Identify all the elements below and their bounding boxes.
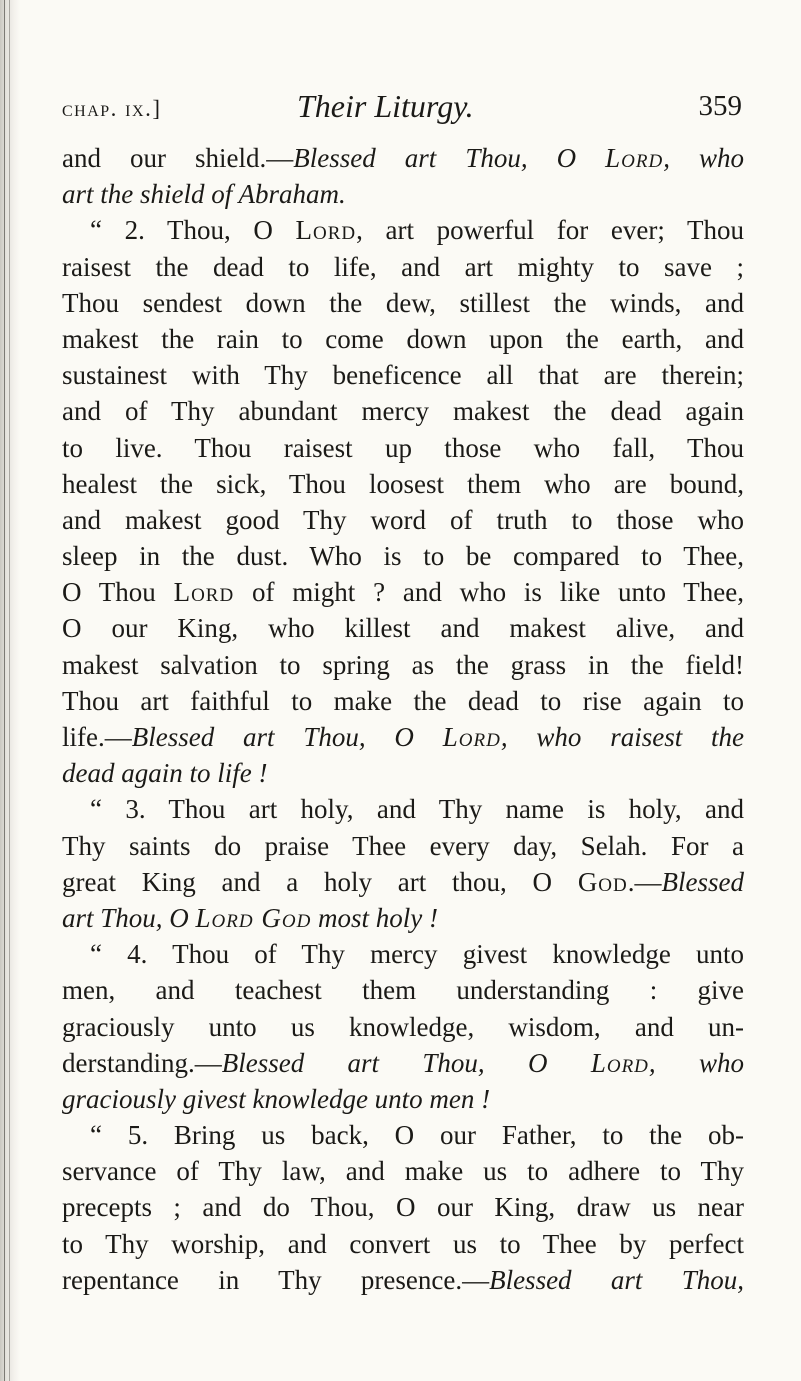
line-segment: repentance in Thy presence.— [62, 1264, 490, 1295]
text-line [62, 1153, 744, 1189]
line-segment: Blessed art Thou, O [131, 722, 443, 752]
text-line [62, 430, 744, 466]
line-segment: Lord [173, 577, 235, 608]
running-title: Their Liturgy. [297, 88, 474, 124]
text-line [62, 502, 744, 538]
line-segment: precepts ; and do Thou, O our King, draw us near [62, 1192, 744, 1223]
text-line [62, 1117, 744, 1153]
line-segment: art the shield of Abraham. [62, 179, 346, 210]
line-segment: Lord [590, 1047, 649, 1078]
text-line [62, 1262, 744, 1298]
line-segment: men, and teachest them understanding : give [62, 975, 744, 1006]
text-line [62, 791, 744, 827]
line-segment: , art powerful for ever; Thou [356, 215, 744, 246]
text-line [62, 1226, 744, 1262]
line-segment: graciously givest knowledge unto men ! [62, 1083, 491, 1114]
text-line [62, 610, 744, 646]
text-line [62, 828, 744, 864]
text-line [62, 1081, 744, 1117]
text-line [62, 285, 744, 321]
line-segment: “ 4. Thou of Thy mercy givest knowledge unto [90, 939, 744, 970]
text-line [62, 321, 744, 357]
line-segment: Lord [442, 722, 501, 752]
line-segment: Thou sendest down the dew, stillest the winds, and [62, 287, 744, 318]
text-line [62, 176, 744, 212]
line-segment: O Thou [62, 577, 174, 608]
line-segment: sleep in the dust. Who is to be compared to Thee, [62, 541, 744, 572]
text-line [62, 936, 744, 972]
text-line [62, 972, 744, 1008]
line-segment: , who raisest the [500, 722, 744, 752]
text-line [62, 393, 744, 429]
line-segment: Blessed [661, 866, 744, 897]
line-segment: “ 5. Bring us back, O our Father, to the ob- [90, 1120, 744, 1151]
binding-edge-line [9, 0, 10, 1381]
text-line [62, 755, 744, 791]
line-segment: graciously unto us knowledge, wisdom, and un- [62, 1011, 744, 1042]
text-line [62, 719, 744, 755]
binding-shadow [0, 0, 20, 1381]
text-line [62, 1189, 744, 1225]
line-segment: , who [663, 143, 745, 173]
chapter-label: chap. ix.] [62, 96, 162, 121]
line-segment: .— [627, 866, 662, 897]
text-line [62, 538, 744, 574]
line-segment: to live. Thou raisest up those who fall, Thou [62, 432, 744, 463]
page-number: 359 [698, 90, 742, 122]
line-segment: Lord [295, 215, 357, 246]
binding-edge-line [4, 0, 5, 1381]
line-segment: Blessed art Thou, O [221, 1047, 591, 1078]
line-segment: derstanding.— [62, 1047, 222, 1078]
line-segment: Thy saints do praise Thee every day, Selah. For a [62, 830, 744, 861]
text-line [62, 140, 744, 176]
text-line [62, 357, 744, 393]
line-segment: healest the sick, Thou loosest them who are bound, [62, 468, 744, 499]
line-segment: , who [648, 1047, 744, 1078]
text-line [62, 900, 744, 936]
line-segment: most holy ! [311, 902, 439, 933]
body-text [62, 140, 744, 1298]
running-head [62, 88, 742, 132]
line-segment: life.— [62, 722, 132, 752]
text-line [62, 466, 744, 502]
line-segment: makest salvation to spring as the grass in the field! [62, 649, 744, 680]
line-segment: Lord [605, 143, 664, 173]
text-line [62, 249, 744, 285]
text-line [62, 1045, 744, 1081]
line-segment: “ 3. Thou art holy, and Thy name is holy, and [90, 794, 744, 825]
line-segment: art Thou, O [62, 902, 196, 933]
line-segment: O our King, who killest and makest alive, and [62, 613, 744, 644]
line-segment: and of Thy abundant mercy makest the dead again [62, 396, 744, 427]
line-segment: makest the rain to come down upon the earth, and [62, 323, 744, 354]
line-segment: Lord God [195, 902, 312, 933]
text-line [62, 212, 744, 248]
line-segment: raisest the dead to life, and art mighty to save ; [62, 251, 744, 282]
line-segment: of might ? and who is like unto Thee, [234, 577, 744, 608]
text-line [62, 864, 744, 900]
line-segment: to Thy worship, and convert us to Thee by perfect [62, 1228, 744, 1259]
text-line [62, 574, 744, 610]
line-segment: Blessed art Thou, [489, 1264, 744, 1295]
line-segment: and our shield.— [62, 143, 294, 173]
line-segment: God [577, 866, 628, 897]
text-line [62, 647, 744, 683]
line-segment: “ 2. Thou, O [90, 215, 296, 246]
line-segment: and makest good Thy word of truth to those who [62, 504, 744, 535]
line-segment: Thou art faithful to make the dead to rise again to [62, 685, 744, 716]
line-segment: great King and a holy art thou, O [62, 866, 578, 897]
line-segment: dead again to life ! [62, 758, 268, 789]
line-segment: sustainest with Thy beneficence all that are therein; [62, 360, 744, 391]
text-line [62, 683, 744, 719]
text-line [62, 1009, 744, 1045]
line-segment: servance of Thy law, and make us to adhere to Thy [62, 1156, 744, 1187]
line-segment: Blessed art Thou, O [293, 143, 606, 173]
